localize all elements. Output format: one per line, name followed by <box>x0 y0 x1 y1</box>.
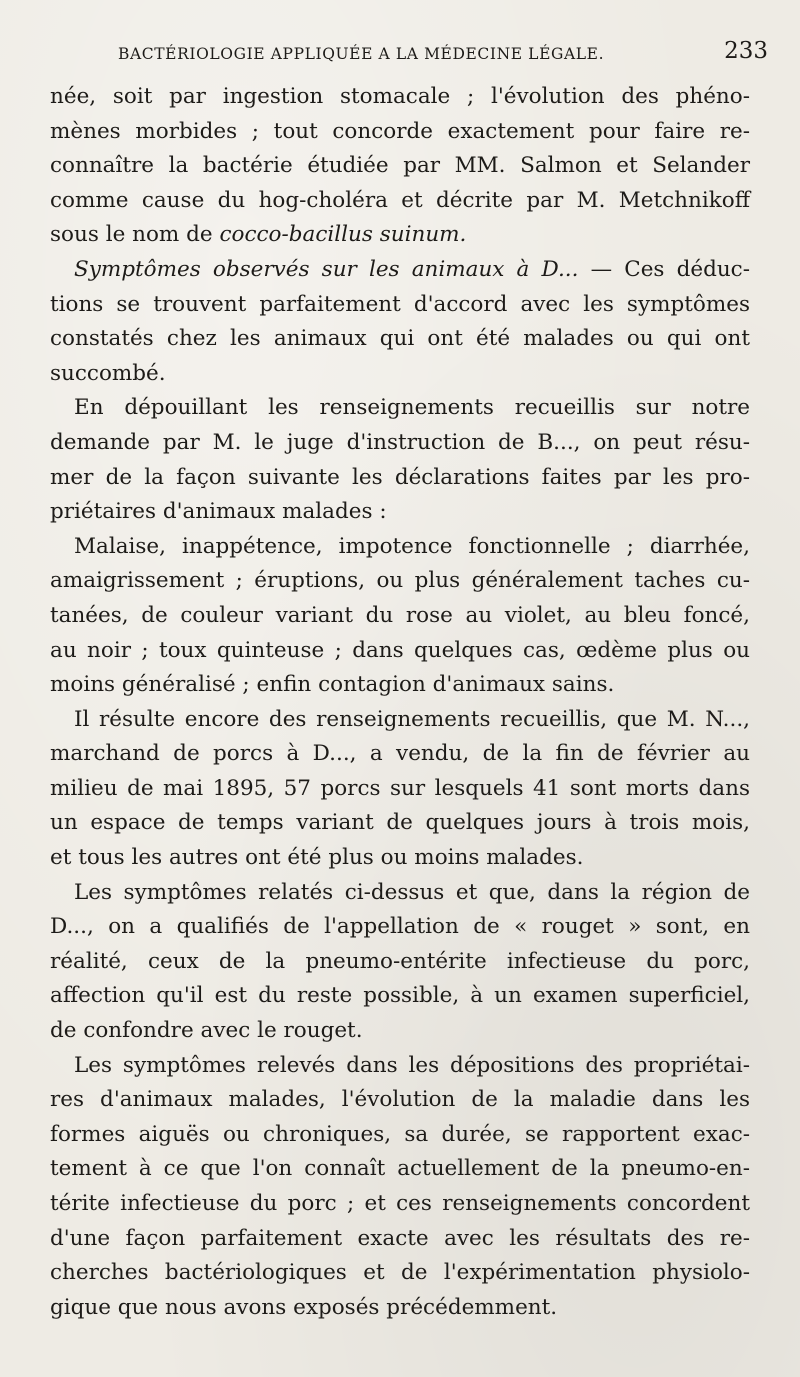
text-segment: connaître la bactérie étudiée par MM. Salmon et Selander <box>50 153 750 179</box>
text-segment: de confondre avec le rouget. <box>50 1018 363 1044</box>
text-segment: née, soit par ingestion stomacale ; l'évolution des phéno- <box>50 84 750 109</box>
text-segment: milieu de mai 1895, 57 porcs sur lesquels 41 sont morts dans <box>50 775 750 801</box>
text-segment: Malaise, inappétence, impotence fonctionnelle ; diarrhée, <box>74 533 750 559</box>
text-line <box>50 530 750 565</box>
text-line <box>50 564 750 599</box>
text-segment: Les symptômes relatés ci-dessus et que, dans la région de <box>74 879 750 905</box>
text-line <box>50 1187 750 1222</box>
text-segment: res d'animaux malades, l'évolution de la maladie dans les <box>50 1087 750 1113</box>
text-segment: au noir ; toux quinteuse ; dans quelques cas, œdème plus ou <box>50 637 750 663</box>
text-segment: D..., on a qualifiés de l'appellation de « rouget » sont, en <box>50 914 750 940</box>
text-segment: comme cause du hog-choléra et décrite par M. Metchnikoff <box>50 187 750 213</box>
text-line <box>50 979 750 1014</box>
text-segment: térite infectieuse du porc ; et ces renseignements concordent <box>50 1191 750 1216</box>
text-segment: tions se trouvent parfaitement d'accord avec les symptômes <box>50 291 750 317</box>
text-segment: mènes morbides ; tout concorde exactement pour faire re- <box>50 118 750 144</box>
text-segment: et tous les autres ont été plus ou moins malades. <box>50 845 584 871</box>
text-segment: d'une façon parfaitement exacte avec les résultats des re- <box>50 1225 750 1251</box>
text-segment: gique que nous avons exposés précédemment. <box>50 1294 558 1320</box>
text-line <box>50 772 750 807</box>
text-line <box>50 910 750 945</box>
text-segment: cherches bactériologiques et de l'expérimentation physiolo- <box>50 1260 750 1286</box>
text-segment: En dépouillant les renseignements recueillis sur notre <box>74 395 750 421</box>
text-segment: amaigrissement ; éruptions, ou plus généralement taches cu- <box>50 568 750 594</box>
text-segment: Les symptômes relevés dans les dépositions des propriétai- <box>74 1052 750 1078</box>
text-segment: marchand de porcs à D..., a vendu, de la fin de février au <box>50 741 750 767</box>
text-line <box>50 668 750 703</box>
italic-text-segment: Symptômes observés sur les animaux à D... <box>74 256 579 282</box>
text-line <box>50 703 750 738</box>
text-segment: constatés chez les animaux qui ont été malades ou qui ont <box>50 326 750 352</box>
text-line <box>50 945 750 980</box>
text-line <box>50 841 750 876</box>
text-segment: tanées, de couleur variant du rose au violet, au bleu foncé, <box>50 602 750 628</box>
text-line <box>50 737 750 772</box>
text-segment: un espace de temps variant de quelques jours à trois mois, <box>50 810 750 836</box>
text-line <box>50 391 750 426</box>
text-line <box>50 461 750 496</box>
italic-text-segment: cocco-bacillus suinum. <box>219 222 467 248</box>
text-line <box>50 149 750 184</box>
text-line <box>50 322 750 357</box>
body-text <box>50 80 750 1325</box>
text-line <box>50 1291 750 1326</box>
text-line <box>50 288 750 323</box>
page-number: 233 <box>724 38 768 64</box>
text-line <box>50 184 750 219</box>
text-line <box>50 1256 750 1291</box>
text-segment: — Ces déduc- <box>578 256 750 282</box>
text-segment: sous le nom de <box>50 222 220 248</box>
text-line <box>50 876 750 911</box>
text-line <box>50 357 750 392</box>
text-line <box>50 1222 750 1257</box>
text-line <box>50 1152 750 1187</box>
text-segment: affection qu'il est du reste possible, à un examen superficiel, <box>50 983 750 1009</box>
text-segment: moins généralisé ; enfin contagion d'animaux sains. <box>50 672 615 698</box>
text-line <box>50 806 750 841</box>
text-line <box>50 253 750 288</box>
text-segment: demande par M. le juge d'instruction de B..., on peut résu- <box>50 429 750 455</box>
text-line <box>50 634 750 669</box>
text-line <box>50 80 750 115</box>
page-header <box>118 38 768 72</box>
running-head: BACTÉRIOLOGIE APPLIQUÉE A LA MÉDECINE LÉGALE. <box>118 45 605 63</box>
text-line <box>50 1118 750 1153</box>
text-line <box>50 1083 750 1118</box>
text-line <box>50 1014 750 1049</box>
text-segment: succombé. <box>50 360 166 386</box>
text-line <box>50 599 750 634</box>
text-line <box>50 1049 750 1084</box>
text-line <box>50 115 750 150</box>
text-line <box>50 426 750 461</box>
text-segment: priétaires d'animaux malades : <box>50 499 387 525</box>
text-segment: Il résulte encore des renseignements recueillis, que M. N..., <box>74 706 750 732</box>
text-segment: formes aiguës ou chroniques, sa durée, se rapportent exac- <box>50 1121 750 1147</box>
text-segment: réalité, ceux de la pneumo-entérite infectieuse du porc, <box>50 948 750 974</box>
text-line <box>50 218 750 253</box>
text-line <box>50 495 750 530</box>
text-segment: mer de la façon suivante les déclarations faites par les pro- <box>50 464 750 490</box>
text-segment: tement à ce que l'on connaît actuellement de la pneumo-en- <box>50 1156 750 1182</box>
